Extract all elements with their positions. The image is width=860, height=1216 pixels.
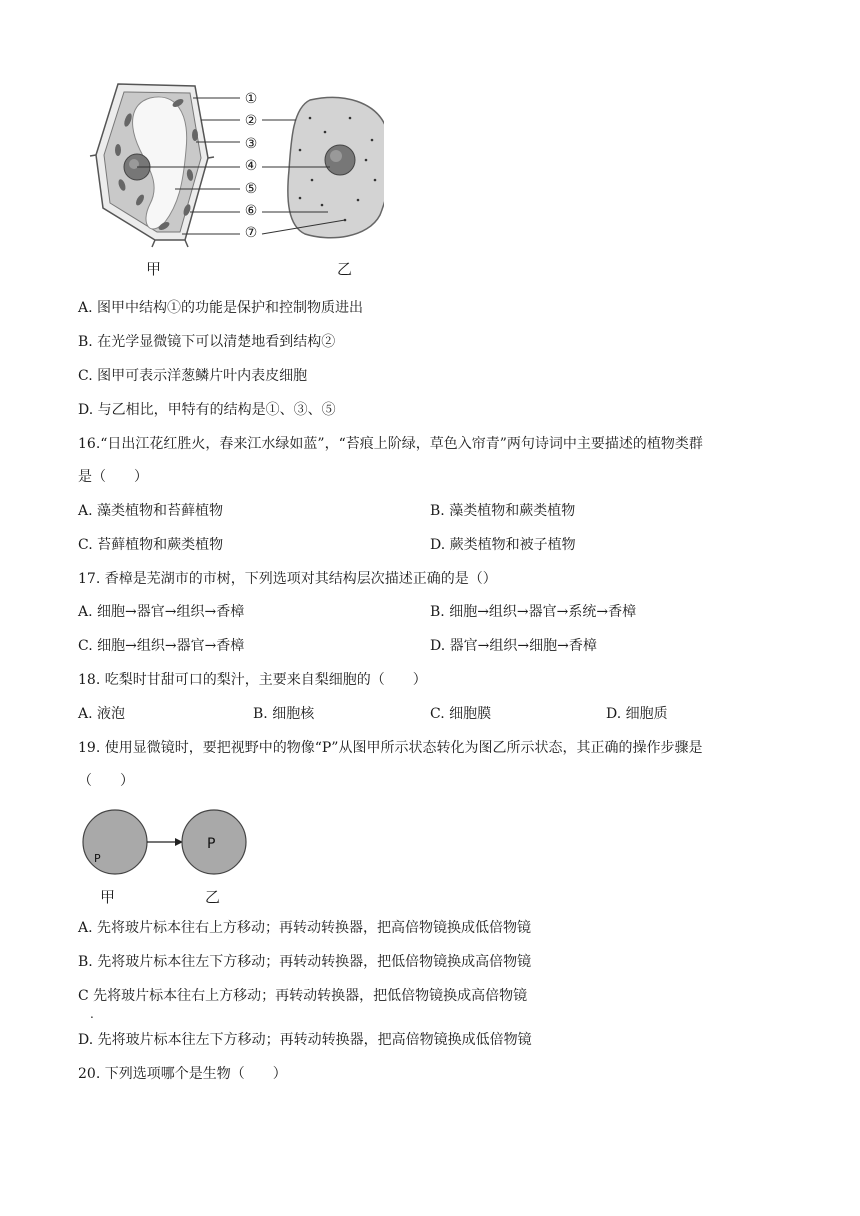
cell-diagram-figure	[84, 78, 384, 280]
q19-option-b: B. 先将玻片标本往左下方移动；再转动转换器，把低倍物镜换成高倍物镜	[78, 954, 532, 970]
q19-figure-caption-yi: 乙	[205, 888, 221, 906]
q19-figure-caption-jia: 甲	[100, 888, 116, 906]
q15-option-c: C. 图甲可表示洋葱鳞片叶内表皮细胞	[78, 368, 308, 384]
label-2: ②	[244, 113, 258, 130]
q17-option-b: B. 细胞→组织→器官→系统→香樟	[430, 604, 637, 620]
q19-option-a: A. 先将玻片标本往右上方移动；再转动转换器，把高倍物镜换成低倍物镜	[78, 920, 532, 936]
q15-option-b: B. 在光学显微镜下可以清楚地看到结构②	[78, 334, 336, 350]
label-7: ⑦	[244, 225, 258, 242]
figure1-caption-jia: 甲	[146, 260, 162, 278]
q16-option-a: A. 藻类植物和苔藓植物	[78, 503, 224, 519]
q18-option-c: C. 细胞膜	[430, 706, 492, 722]
q19-stem-line2: （ ）	[78, 773, 134, 789]
q18-option-b: B. 细胞核	[253, 706, 315, 722]
q17-option-a: A. 细胞→器官→组织→香樟	[78, 604, 245, 620]
label-3: ③	[244, 135, 258, 152]
q17-stem: 17. 香樟是芜湖市的市树，下列选项对其结构层次描述正确的是（）	[78, 571, 497, 587]
q17-option-d: D. 器官→组织→细胞→香樟	[430, 638, 597, 654]
q16-option-c: C. 苔藓植物和蕨类植物	[78, 537, 224, 553]
label-5: ⑤	[244, 180, 258, 197]
q17-option-c: C. 细胞→组织→器官→香樟	[78, 638, 245, 654]
label-4: ④	[244, 158, 258, 175]
q18-stem: 18. 吃梨时甘甜可口的梨汁，主要来自梨细胞的（ ）	[78, 672, 427, 688]
q16-stem-line2: 是（ ）	[78, 469, 148, 485]
label-1: ①	[244, 91, 258, 107]
figure1-caption-yi: 乙	[337, 260, 353, 278]
label-6: ⑥	[244, 203, 258, 220]
q20-stem: 20. 下列选项哪个是生物（ ）	[78, 1066, 287, 1082]
q16-option-d: D. 蕨类植物和被子植物	[430, 537, 576, 553]
animal-cell-yi	[288, 97, 384, 237]
q15-option-a: A. 图甲中结构①的功能是保护和控制物质进出	[78, 300, 364, 316]
q18-option-a: A. 液泡	[78, 706, 126, 722]
q18-option-d: D. 细胞质	[606, 706, 668, 722]
q15-option-d: D. 与乙相比，甲特有的结构是①、③、⑤	[78, 402, 336, 418]
plant-cell-jia	[90, 84, 214, 247]
figure1-labels	[240, 88, 262, 245]
view-yi-letter: P	[207, 836, 216, 852]
q19-stem-line1: 19. 使用显微镜时，要把视野中的物像“P”从图甲所示状态转化为图乙所示状态，其正确的操作步骤是	[78, 740, 703, 756]
stray-dot: .	[90, 1007, 94, 1021]
view-jia-circle	[83, 810, 147, 874]
q16-stem-line1: 16.“日出江花红胜火，春来江水绿如蓝”，“苔痕上阶绿，草色入帘青”两句诗词中主要描述的植物类群	[78, 436, 703, 452]
microscope-view-figure	[80, 800, 250, 882]
q19-option-c: C 先将玻片标本往右上方移动；再转动转换器，把低倍物镜换成高倍物镜	[78, 988, 528, 1004]
q16-option-b: B. 藻类植物和蕨类植物	[430, 503, 576, 519]
q19-option-d: D. 先将玻片标本往左下方移动；再转动转换器，把高倍物镜换成低倍物镜	[78, 1032, 532, 1048]
view-jia-letter: P	[94, 852, 101, 865]
